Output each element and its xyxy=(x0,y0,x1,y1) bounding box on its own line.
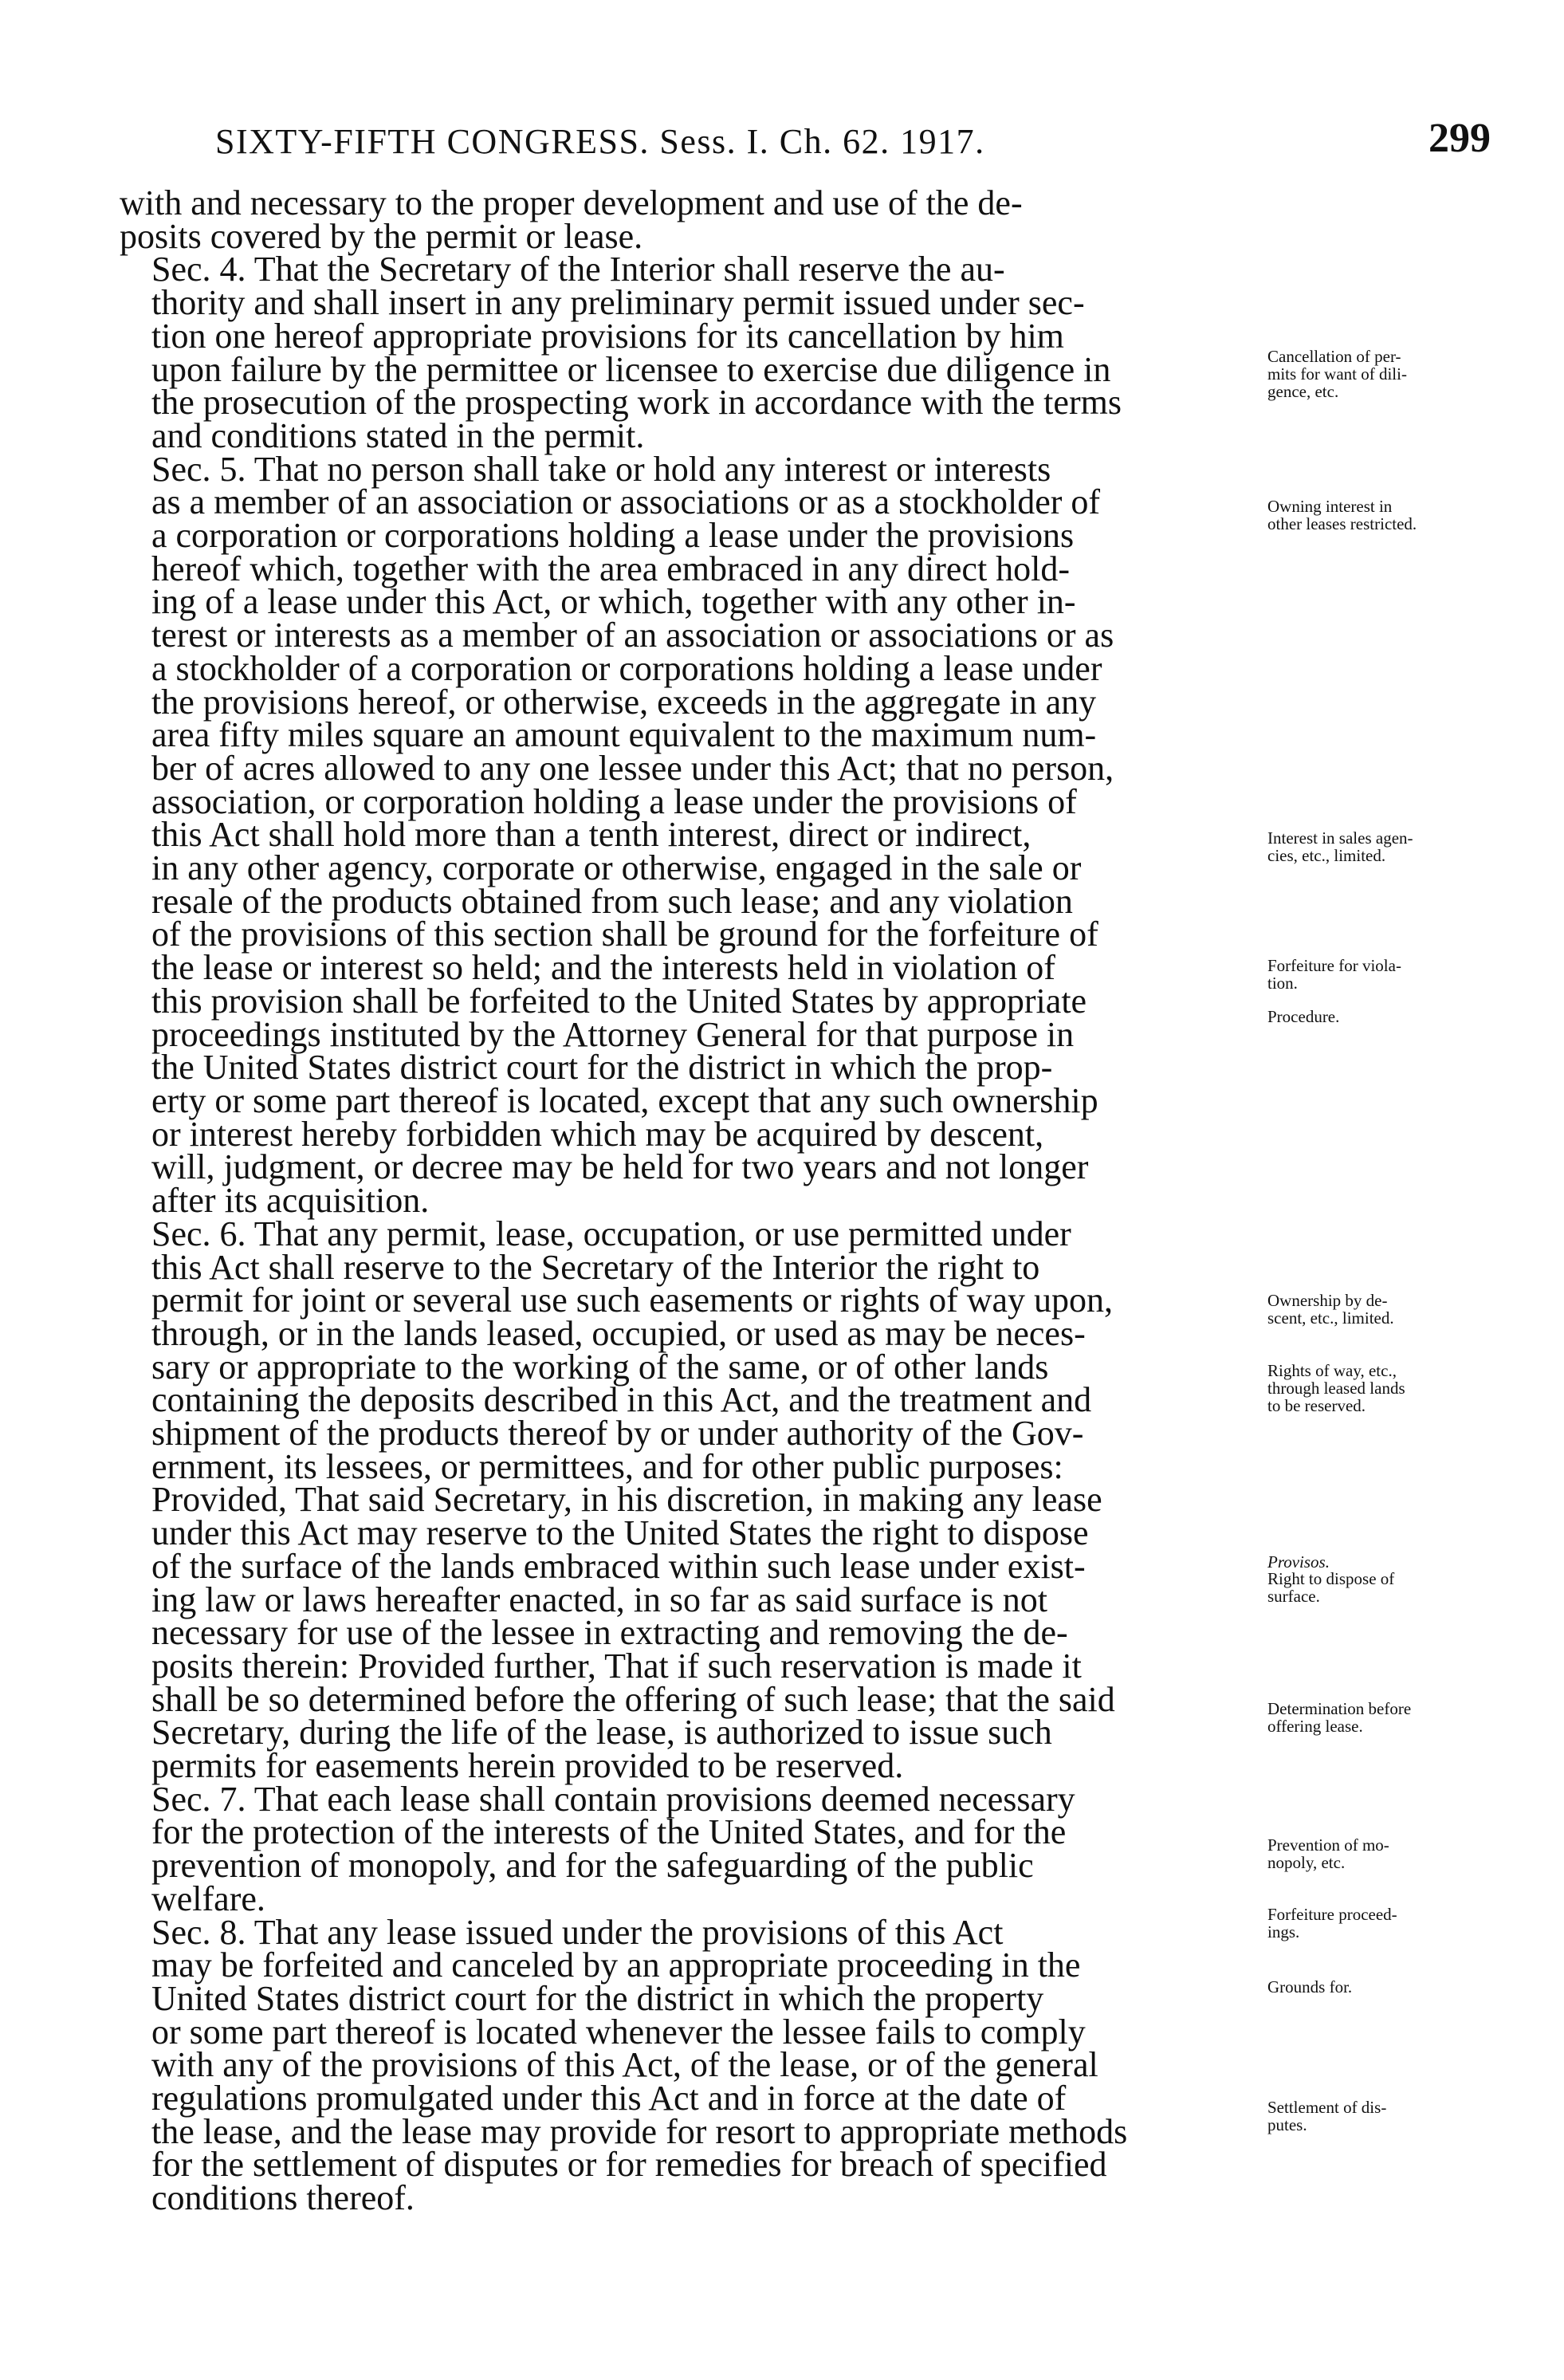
statute-body xyxy=(120,183,1248,2218)
text-line: under this Act may reserve to the United States the right to dispose xyxy=(151,1513,1089,1553)
text-line: erty or some part thereof is located, except that any such ownership xyxy=(151,1080,1098,1120)
margin-note-line: Owning interest in xyxy=(1267,497,1393,516)
margin-note-line: Forfeiture proceed- xyxy=(1267,1905,1397,1924)
margin-note-line: cies, etc., limited. xyxy=(1267,846,1386,865)
text-line: prevention of monopoly, and for the safeguarding of the public xyxy=(151,1846,1034,1886)
margin-note-line: ings. xyxy=(1267,1922,1300,1941)
text-line: Sec. 4. That the Secretary of the Interior shall reserve the au- xyxy=(151,250,1005,289)
text-line: Sec. 6. That any permit, lease, occupation, or use permitted under xyxy=(151,1214,1071,1253)
text-line: ber of acres allowed to any one lessee under this Act; that no person, xyxy=(151,748,1114,788)
text-line: United States district court for the district in which the property xyxy=(151,1978,1044,2018)
margin-note-line: nopoly, etc. xyxy=(1267,1853,1346,1872)
text-line: the prosecution of the prospecting work in accordance with the terms xyxy=(151,383,1122,423)
margin-note-line: Forfeiture for viola- xyxy=(1267,956,1401,975)
text-line: of the surface of the lands embraced within such lease under exist- xyxy=(151,1546,1086,1586)
text-line: containing the deposits described in this Act, and the treatment and xyxy=(151,1380,1092,1420)
margin-note-line: scent, etc., limited. xyxy=(1267,1308,1394,1328)
page-header xyxy=(120,113,1491,169)
statute-paragraph xyxy=(120,1214,1248,1786)
text-line: or interest hereby forbidden which may be acquired by descent, xyxy=(151,1114,1044,1154)
page-number: 299 xyxy=(1428,116,1491,161)
text-line: ing of a lease under this Act, or which, together with any other in- xyxy=(151,582,1076,622)
text-line: tion one hereof appropriate provisions for its cancellation by him xyxy=(151,316,1064,356)
statute-paragraph xyxy=(120,183,1248,256)
margin-note xyxy=(1267,957,1483,992)
margin-note-line: Interest in sales agen- xyxy=(1267,828,1413,848)
text-line: welfare. xyxy=(151,1878,265,1918)
margin-note-line: Provisos. xyxy=(1267,1552,1330,1572)
text-line: this provision shall be forfeited to the United States by appropriate xyxy=(151,981,1087,1021)
text-line: Sec. 8. That any lease issued under the provisions of this Act xyxy=(151,1912,1004,1952)
text-line: resale of the products obtained from such lease; and any violation xyxy=(151,881,1073,921)
text-line: the United States district court for the district in which the prop- xyxy=(151,1048,1053,1088)
running-head: SIXTY-FIFTH CONGRESS. Sess. I. Ch. 62. 1917. xyxy=(215,122,985,161)
margin-note-line: gence, etc. xyxy=(1267,382,1339,401)
margin-note-line: other leases restricted. xyxy=(1267,514,1417,533)
text-line: conditions thereof. xyxy=(151,2178,415,2218)
text-line: proceedings instituted by the Attorney General for that purpose in xyxy=(151,1014,1075,1054)
statute-paragraph xyxy=(120,250,1248,455)
text-line: necessary for use of the lessee in extracting and removing the de- xyxy=(151,1613,1068,1653)
margin-note xyxy=(1267,829,1483,864)
margin-note xyxy=(1267,1700,1483,1735)
margin-note xyxy=(1267,1570,1483,1605)
text-line: association, or corporation holding a lease under the provisions of xyxy=(151,781,1077,821)
margin-note-line: Determination before xyxy=(1267,1699,1412,1718)
text-line: for the protection of the interests of the United States, and for the xyxy=(151,1812,1067,1852)
statute-paragraph xyxy=(120,1779,1248,1918)
text-line: upon failure by the permittee or licensee to exercise due diligence in xyxy=(151,349,1111,389)
margin-note-line: putes. xyxy=(1267,2115,1307,2134)
text-line: posits therein: Provided further, That if such reservation is made it xyxy=(151,1646,1082,1686)
margin-note xyxy=(1267,1978,1483,1996)
text-line: with and necessary to the proper development and use of the de- xyxy=(120,183,1023,222)
text-line: terest or interests as a member of an association or associations or as xyxy=(151,616,1114,655)
text-line: posits covered by the permit or lease. xyxy=(120,216,643,256)
text-line: Secretary, during the life of the lease, is authorized to issue such xyxy=(151,1713,1052,1753)
text-line: the provisions hereof, or otherwise, exceeds in the aggregate in any xyxy=(151,682,1097,722)
margin-note-line: tion. xyxy=(1267,974,1298,993)
text-line: ernment, its lessees, or permittees, and for other public purposes: xyxy=(151,1446,1063,1486)
margin-note-line: mits for want of dili- xyxy=(1267,364,1407,384)
text-line: may be forfeited and canceled by an appropriate proceeding in the xyxy=(151,1945,1081,1985)
text-line: the lease, and the lease may provide for resort to appropriate methods xyxy=(151,2111,1128,2151)
text-line: Sec. 5. That no person shall take or hold any interest or interests xyxy=(151,449,1051,489)
text-line: as a member of an association or associations or as a stockholder of xyxy=(151,482,1101,522)
text-line: hereof which, together with the area embraced in any direct hold- xyxy=(151,549,1071,588)
text-line: in any other agency, corporate or otherwise, engaged in the sale or xyxy=(151,848,1082,888)
margin-note xyxy=(1267,1292,1483,1327)
margin-note-line: Settlement of dis- xyxy=(1267,2098,1387,2117)
margin-note xyxy=(1267,1836,1483,1871)
text-line: thority and shall insert in any preliminary permit issued under sec- xyxy=(151,283,1085,323)
text-line: for the settlement of disputes or for remedies for breach of specified xyxy=(151,2145,1107,2185)
margin-note-line: to be reserved. xyxy=(1267,1396,1366,1415)
text-line: Provided, That said Secretary, in his discretion, in making any lease xyxy=(151,1480,1102,1520)
text-line: permit for joint or several use such easements or rights of way upon, xyxy=(151,1280,1114,1320)
margin-note xyxy=(1267,498,1483,533)
margin-note xyxy=(1267,348,1483,400)
margin-note-line: Prevention of mo- xyxy=(1267,1835,1389,1855)
margin-note xyxy=(1267,1008,1483,1025)
text-line: regulations promulgated under this Act and in force at the date of xyxy=(151,2079,1067,2118)
margin-note-line: surface. xyxy=(1267,1587,1320,1606)
margin-note-line: Rights of way, etc., xyxy=(1267,1361,1397,1380)
text-line: after its acquisition. xyxy=(151,1181,430,1221)
margin-note xyxy=(1267,1362,1483,1414)
margin-note xyxy=(1267,1906,1483,1941)
text-line: and conditions stated in the permit. xyxy=(151,415,645,455)
text-line: a stockholder of a corporation or corporations holding a lease under xyxy=(151,648,1102,688)
margin-note-line: Procedure. xyxy=(1267,1007,1340,1026)
text-line: area fifty miles square an amount equivalent to the maximum num- xyxy=(151,715,1097,755)
text-line: with any of the provisions of this Act, of the lease, or of the general xyxy=(151,2045,1098,2085)
text-line: sary or appropriate to the working of the same, or of other lands xyxy=(151,1347,1049,1387)
statute-paragraph xyxy=(120,449,1248,1221)
margin-note-line: Right to dispose of xyxy=(1267,1569,1395,1588)
text-line: shall be so determined before the offering of such lease; that the said xyxy=(151,1679,1115,1719)
margin-note-line: offering lease. xyxy=(1267,1717,1363,1736)
text-line: this Act shall hold more than a tenth interest, direct or indirect, xyxy=(151,815,1032,855)
margin-note-line: through leased lands xyxy=(1267,1379,1405,1398)
text-line: this Act shall reserve to the Secretary of the Interior the right to xyxy=(151,1247,1040,1287)
text-line: will, judgment, or decree may be held for two years and not longer xyxy=(151,1147,1089,1187)
text-line: or some part thereof is located whenever the lessee fails to comply xyxy=(151,2012,1086,2052)
text-line: Sec. 7. That each lease shall contain provisions deemed necessary xyxy=(151,1779,1075,1819)
text-line: permits for easements herein provided to be reserved. xyxy=(151,1746,904,1786)
margin-note xyxy=(1267,2099,1483,2134)
text-line: the lease or interest so held; and the interests held in violation of xyxy=(151,948,1055,988)
text-line: of the provisions of this section shall be ground for the forfeiture of xyxy=(151,915,1098,954)
text-line: ing law or laws hereafter enacted, in so far as said surface is not xyxy=(151,1579,1047,1619)
text-line: through, or in the lands leased, occupied, or used as may be neces- xyxy=(151,1313,1086,1353)
text-line: a corporation or corporations holding a lease under the provisions xyxy=(151,516,1075,556)
text-line: shipment of the products thereof by or under authority of the Gov- xyxy=(151,1414,1084,1454)
margin-note-line: Ownership by de- xyxy=(1267,1291,1388,1310)
margin-note xyxy=(1267,1553,1483,1571)
margin-note-line: Grounds for. xyxy=(1267,1977,1353,1996)
margin-note-line: Cancellation of per- xyxy=(1267,347,1401,366)
statute-paragraph xyxy=(120,1912,1248,2218)
